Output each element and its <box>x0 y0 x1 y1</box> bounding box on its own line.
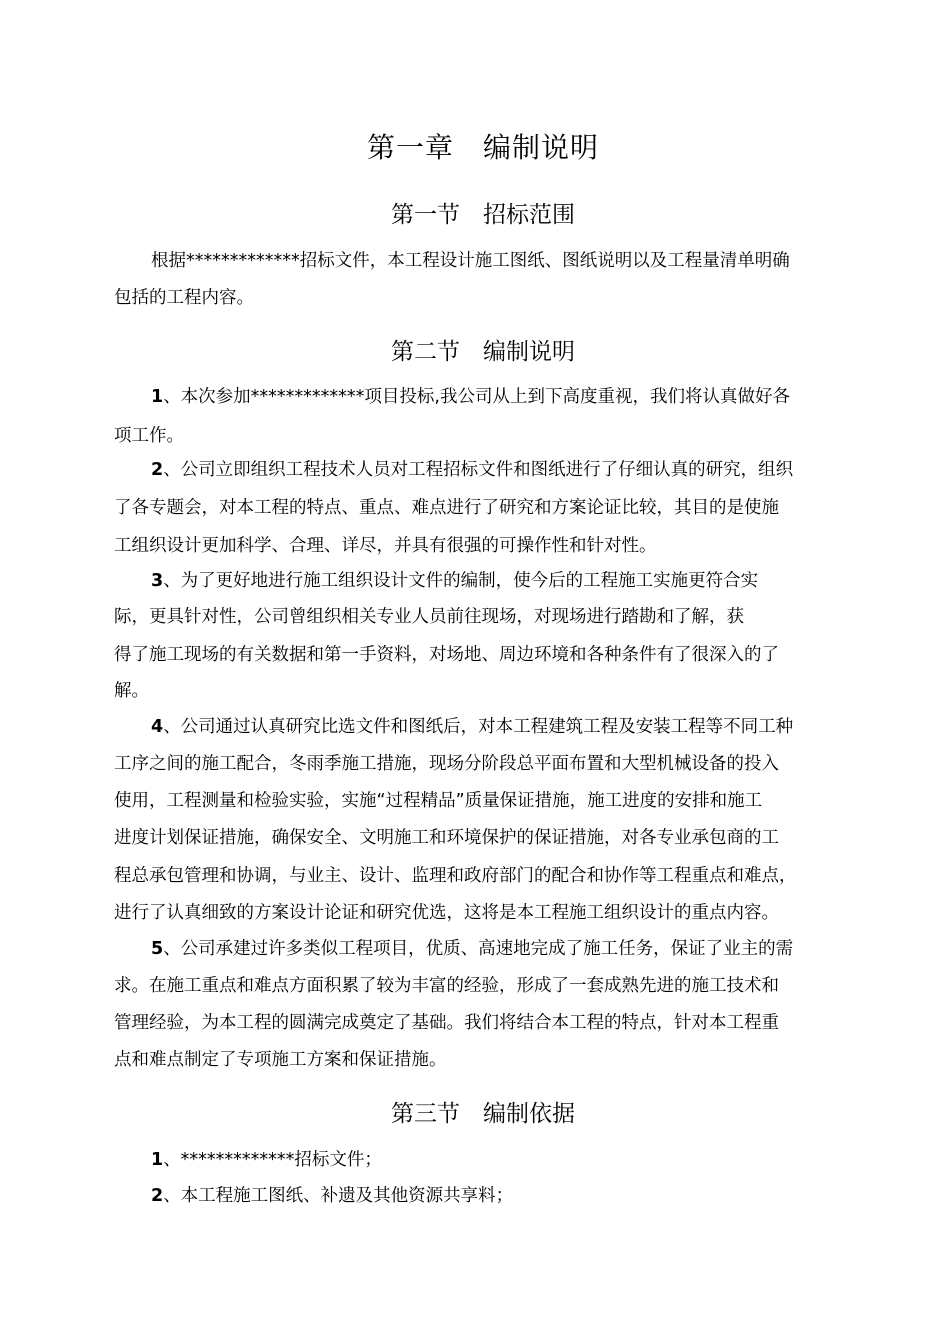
list-item-line: 工组织设计更加科学、合理、详尽，并具有很强的可操作性和针对性。 <box>114 536 657 556</box>
list-item-line: 工序之间的施工配合，冬雨季施工措施，现场分阶段总平面布置和大型机械设备的投入 <box>114 754 779 774</box>
list-item-line: 求。在施工重点和难点方面积累了较为丰富的经验，形成了一套成熟先进的施工技术和 <box>114 976 779 996</box>
section-title-3: 第三节 编制依据 <box>391 1101 575 1127</box>
item-number: 2 <box>151 1186 164 1206</box>
item-text: 、公司通过认真研究比选文件和图纸后，对本工程建筑工程及安装工程等不同工种 <box>163 717 794 737</box>
list-item-line: 使用，工程测量和检验实验，实施“过程精品”质量保证措施，施工进度的安排和施工 <box>114 791 763 811</box>
list-item-line <box>151 1184 513 1208</box>
list-item-line: 点和难点制定了专项施工方案和保证措施。 <box>114 1050 447 1070</box>
item-number: 1 <box>151 387 164 407</box>
list-item-line <box>151 1148 382 1172</box>
item-text: 、本工程施工图纸、补遗及其他资源共享料； <box>163 1186 514 1206</box>
item-text: 、本次参加*************项目投标,我公司从上到下高度重视，我们将认真做好各 <box>163 387 790 407</box>
list-item-line: 解。 <box>114 681 149 701</box>
list-item-line: 程总承包管理和协调，与业主、设计、监理和政府部门的配合和协作等工程重点和难点， <box>114 866 797 886</box>
list-item-line <box>151 937 793 961</box>
section-title-1: 第一节 招标范围 <box>391 202 575 228</box>
item-text: 、*************招标文件； <box>163 1150 382 1170</box>
paragraph-line: 包括的工程内容。 <box>114 288 254 308</box>
list-item-line: 管理经验，为本工程的圆满完成奠定了基础。我们将结合本工程的特点，针对本工程重 <box>114 1013 779 1033</box>
list-item-line: 项工作。 <box>114 426 184 446</box>
item-number: 1 <box>151 1150 164 1170</box>
item-text: 、为了更好地进行施工组织设计文件的编制，使今后的工程施工实施更符合实 <box>163 571 759 591</box>
list-item-line <box>151 569 758 593</box>
item-number: 5 <box>151 939 164 959</box>
list-item-line: 进行了认真细致的方案设计论证和研究优选，这将是本工程施工组织设计的重点内容。 <box>114 903 779 923</box>
item-number: 3 <box>151 571 164 591</box>
item-text: 、公司承建过许多类似工程项目，优质、高速地完成了施工任务，保证了业主的需 <box>163 939 794 959</box>
list-item-line <box>151 715 793 739</box>
item-text: 、公司立即组织工程技术人员对工程招标文件和图纸进行了仔细认真的研究，组织 <box>163 460 794 480</box>
list-item-line: 得了施工现场的有关数据和第一手资料，对场地、周边环境和各种条件有了很深入的了 <box>114 645 779 665</box>
section-title-2: 第二节 编制说明 <box>391 339 575 365</box>
list-item-line <box>151 458 793 482</box>
chapter-title: 第一章 编制说明 <box>366 131 599 164</box>
list-item-line <box>151 385 790 409</box>
item-number: 2 <box>151 460 164 480</box>
list-item-line: 了各专题会，对本工程的特点、重点、难点进行了研究和方案论证比较，其目的是使施 <box>114 498 779 518</box>
paragraph-line: 根据*************招标文件，本工程设计施工图纸、图纸说明以及工程量清单明确 <box>151 251 790 271</box>
list-item-line: 际，更具针对性，公司曾组织相关专业人员前往现场，对现场进行踏勘和了解，获 <box>114 607 744 627</box>
list-item-line: 进度计划保证措施，确保安全、文明施工和环境保护的保证措施，对各专业承包商的工 <box>114 828 779 848</box>
item-number: 4 <box>151 717 164 737</box>
